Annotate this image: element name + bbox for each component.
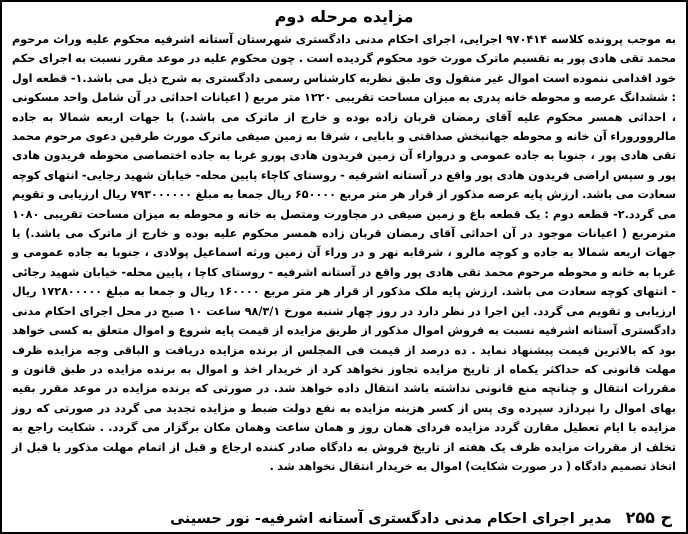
notice-signature: مدیر اجرای احکام مدنی دادگستری آستانه اشرفیه- نور حسینی — [170, 511, 612, 527]
notice-footer — [14, 508, 672, 529]
notice-body-text: به موجب پرونده کلاسه ۹۷۰۴۱۴ اجرایی، اجرای احکام مدنی دادگستری شهرستان آستانه اشرفیه محکوم علیه وراث مرحوم محمد تقی هادی پور به تقسیم ماترک مورث خود محکوم گردیده است . چون محکوم علیه در موعد مقرر نسبت به اجرای حکم خود اقدامی ننموده است اموال غیر منقول وی طبق نظریه کارشناس رسمی دادگستری به شرح ذیل می باشد.۱- قطعه اول : ششدانگ عرصه و محوطه خانه پدری به میزان مساحت تقریبی ۱۲۲۰ متر مربع ( اعیانات احداثی در آن شامل واحد مسکونی ، احداثی همسر محکوم علیه آقای رمضان قربان زاده بوده و خارج از ماترک می باشد.) با جهات اربعه شمالا به جاده مالرووروراء آن خانه و محوطه جهانبخش صداقتی و بابایی ، شرقا به زمین صیفی ماترک مورث طرفین دعوی مرحوم محمد تقی هادی پور ، جنوبا به جاده عمومی و درواراء آن زمین فریدون هادی پورو غربا به جاده اختصاصی محوطه فریدون هادی پور و سپس اراضی فریدون هادی پور واقع در آستانه اشرفیه - روستای کاچاء پایین محله- خیابان شهید رجایی- انتهای کوچه سعادت می باشد. ارزش پایه عرصه مذکور از قرار هر متر مربع ۶۵۰۰۰۰ ریال جمعا به مبلغ ۷۹۳۰۰۰۰۰۰ ریال ارزیابی و تقویم می گردد.۲- قطعه دوم : یک قطعه باغ و زمین صیفی در مجاورت ومتصل به خانه و محوطه به میزان مساحت تقریبی ۱۰۸۰ مترمربع ( اعیانات موجود در آن احداثی آقای رمضان قربان زاده همسر محکوم علیه بوده و خارج از ماترک می باشد.) با جهات اربعه شمالا به جاده و کوچه مالرو ، شرقابه نهر و در وراء آن زمین ورثه اسماعیل پولادی ، جنوبا به جاده عمومی و غربا به خانه و محوطه مرحوم محمد تقی هادی پور واقع در آستانه اشرفیه - روستای کاچا ، پایین محله- خیابان شهید رجائی - انتهای کوچه سعادت می باشد. ارزش پایه ملک مذکور از قرار هر متر مربع ۱۶۰۰۰۰ ریال و جمعا به مبلغ ۱۷۲۸۰۰۰۰۰ ریال ارزیابی و تقویم می گردد. این اجرا در نظر دارد در روز چهار شنبه مورخ ۹۸/۳/۱ ساعت ۱۰ صبح در محل اجرای احکام مدنی دادگستری آستانه اشرفیه نسبت به فروش اموال مذکور از طریق مزایده از قیمت پایه شروع و اموال متعلق به کسی خواهد بود که بالاترین قیمت پیشنهاد نماید . ده درصد از قیمت فی المجلس از برنده مزایده دریافت و الباقی وجه مزایده ظرف مهلت قانونی که حداکثر یکماه از تاریخ مزایده تجاوز نخواهد کرد از خریدار اخذ و اموال به برنده مزایده در طبق قانون و مقررات انتقال و چنانچه منع قانونی نداشته باشد انتقال داده خواهد شد. در صورتی که برنده مزایده در موعد مقرر بقیه بهای اموال را نپردازد سپرده وی پس از کسر هزینه مزایده به نفع دولت ضبط و مزایده تجدید می گردد در صورتی که روز مزایده با ایام تعطیل مقارن گردد مزایده فردای همان روز و همان ساعت وهمان مکان برگزار می گردد. . شکایت راجع به تخلف از مقررات مزایده ظرف یک هفته از تاریخ فروش به دادگاه صادر کننده ارجاع و قبل از اتمام مهلت مذکور یا قبل از اتخاذ تصمیم دادگاه ( در صورت شکایت) اموال به خریدار انتقال نخواهد شد . — [12, 33, 677, 473]
notice-code: ح ۲۵۵ — [625, 508, 672, 527]
notice-title: مزایده مرحله دوم — [274, 7, 414, 26]
